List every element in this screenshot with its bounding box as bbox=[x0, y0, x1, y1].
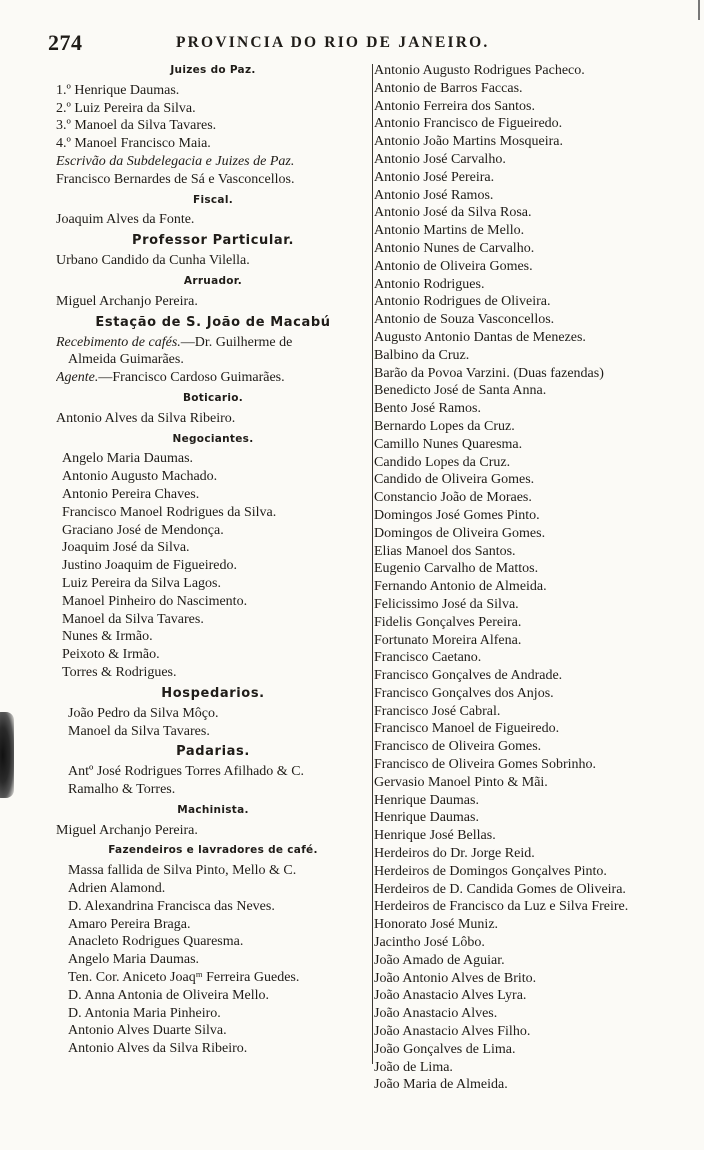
fazendeiro-entry: Honorato José Muniz. bbox=[374, 917, 499, 933]
fazendeiro-entry: Amaro Pereira Braga. bbox=[68, 916, 191, 932]
fazendeiro-entry: Antonio Alves da Silva Ribeiro. bbox=[68, 1041, 248, 1057]
negociantes-list bbox=[56, 450, 370, 681]
fazendeiro-entry: Constancio João de Moraes. bbox=[374, 490, 532, 506]
page-edge-mark bbox=[698, 0, 700, 20]
fazendeiro-entry: Bernardo Lopes da Cruz. bbox=[374, 418, 515, 434]
fazendeiro-entry: Herdeiros de Domingos Gonçalves Pinto. bbox=[374, 863, 607, 879]
fazendeiro-entry: Eugenio Carvalho de Mattos. bbox=[374, 561, 539, 577]
negociante-entry: Manoel da Silva Tavares. bbox=[62, 611, 204, 627]
fazendeiro-entry: Francisco Gonçalves dos Anjos. bbox=[374, 685, 554, 701]
fazendeiro-entry: Antonio José Ramos. bbox=[374, 187, 494, 203]
fazendeiro-entry: Felicissimo José da Silva. bbox=[374, 596, 519, 612]
negociante-entry: Antonio Augusto Machado. bbox=[62, 469, 218, 485]
boticario-heading: Boticario. bbox=[182, 391, 244, 404]
padarias-list bbox=[56, 763, 370, 799]
juizes-list bbox=[56, 82, 370, 153]
negociante-entry: Francisco Manoel Rodrigues da Silva. bbox=[62, 504, 277, 520]
juiz-entry: 4.º Manoel Francisco Maia. bbox=[56, 136, 211, 152]
scan-thumb-shadow bbox=[0, 712, 14, 798]
negociante-entry: Manoel Pinheiro do Nascimento. bbox=[62, 593, 248, 609]
escrivao-name: Francisco Bernardes de Sá e Vasconcellos. bbox=[56, 171, 295, 187]
fazendeiro-entry: João Gonçalves de Lima. bbox=[374, 1041, 516, 1057]
fazendeiro-entry: João Amado de Aguiar. bbox=[374, 952, 505, 968]
agente-line bbox=[56, 369, 370, 387]
fazendeiro-entry: Antonio Martins de Mello. bbox=[374, 223, 525, 239]
fazendeiro-entry: Henrique Daumas. bbox=[374, 792, 479, 808]
fazendeiro-entry: Balbino da Cruz. bbox=[374, 347, 470, 363]
fazendeiro-entry: Fernando Antonio de Almeida. bbox=[374, 579, 547, 595]
juiz-entry: 1.º Henrique Daumas. bbox=[56, 82, 180, 98]
fazendeiro-entry: Domingos José Gomes Pinto. bbox=[374, 507, 540, 523]
fazendeiro-entry: Francisco Manoel de Figueiredo. bbox=[374, 721, 560, 737]
padaria-entry: Antº José Rodrigues Torres Afilhado & C. bbox=[68, 764, 305, 780]
fazendeiro-entry: Antonio Augusto Rodrigues Pacheco. bbox=[374, 63, 585, 78]
juiz-entry: 2.º Luiz Pereira da Silva. bbox=[56, 100, 196, 116]
negociante-entry: Antonio Pereira Chaves. bbox=[62, 486, 200, 502]
fazendeiro-entry: Antonio Rodrigues de Oliveira. bbox=[374, 294, 551, 310]
fazendeiro-entry: Fortunato Moreira Alfena. bbox=[374, 632, 522, 648]
negociante-entry: Luiz Pereira da Silva Lagos. bbox=[62, 575, 222, 591]
agente-label: Agente. bbox=[56, 370, 99, 386]
fazendeiro-entry: Candido de Oliveira Gomes. bbox=[374, 472, 535, 488]
fazendeiro-entry: D. Alexandrina Francisca das Neves. bbox=[68, 898, 275, 914]
fazendeiro-entry: Bento José Ramos. bbox=[374, 401, 481, 417]
right-column bbox=[372, 62, 698, 1094]
fazendeiro-entry: Henrique José Bellas. bbox=[374, 828, 496, 844]
fazendeiro-entry: Ten. Cor. Aniceto Joaqᵐ Ferreira Guedes. bbox=[68, 970, 300, 986]
fazendeiro-entry: João Anastacio Alves Lyra. bbox=[374, 988, 527, 1004]
escrivao-title-text: Escrivão da Subdelegacia e Juizes de Paz. bbox=[56, 153, 295, 169]
professor-name: Urbano Candido da Cunha Vilella. bbox=[56, 253, 250, 269]
fazendeiro-entry: Antonio Ferreira dos Santos. bbox=[374, 98, 535, 114]
recebimento-label: Recebimento de cafés. bbox=[56, 334, 181, 350]
fazendeiro-entry: Gervasio Manoel Pinto & Mãi. bbox=[374, 774, 548, 790]
negociante-entry: Graciano José de Mendonça. bbox=[62, 522, 224, 538]
recebimento-line bbox=[56, 334, 370, 352]
fazendeiro-entry: João Antonio Alves de Brito. bbox=[374, 970, 537, 986]
fazendeiro-entry: D. Antonia Maria Pinheiro. bbox=[68, 1005, 221, 1021]
fazendeiros-list bbox=[56, 862, 370, 1058]
negociante-entry: Peixoto & Irmão. bbox=[62, 647, 160, 663]
fazendeiro-entry: Antonio Francisco de Figueiredo. bbox=[374, 116, 563, 132]
fazendeiro-entry: Anacleto Rodrigues Quaresma. bbox=[68, 934, 244, 950]
machinista-name: Miguel Archanjo Pereira. bbox=[56, 822, 198, 838]
negociante-entry: Angelo Maria Daumas. bbox=[62, 451, 194, 467]
arruador-heading: Arruador. bbox=[183, 274, 243, 287]
estacao-heading: Estação de S. João de Macabú bbox=[95, 314, 331, 330]
fazendeiro-entry: Domingos de Oliveira Gomes. bbox=[374, 525, 546, 541]
fazendeiro-entry: Fidelis Gonçalves Pereira. bbox=[374, 614, 522, 630]
fazendeiro-entry: Antonio Alves Duarte Silva. bbox=[68, 1023, 227, 1039]
negociante-entry: Torres & Rodrigues. bbox=[62, 664, 177, 680]
padaria-entry: Ramalho & Torres. bbox=[68, 782, 176, 798]
fazendeiro-entry: Francisco Caetano. bbox=[374, 650, 482, 666]
fazendeiro-entry: Barão da Povoa Varzini. (Duas fazendas) bbox=[374, 365, 604, 381]
hospedario-entry: Manoel da Silva Tavares. bbox=[68, 723, 210, 739]
fazendeiro-entry: João Maria de Almeida. bbox=[374, 1077, 508, 1093]
fazendeiro-entry: Francisco Gonçalves de Andrade. bbox=[374, 668, 563, 684]
fazendeiro-entry: Elias Manoel dos Santos. bbox=[374, 543, 516, 559]
negociante-entry: Joaquim José da Silva. bbox=[62, 540, 190, 556]
fiscal-name: Joaquim Alves da Fonte. bbox=[56, 212, 195, 228]
recebimento-cont: Almeida Guimarães. bbox=[68, 352, 184, 368]
fazendeiro-entry: Francisco de Oliveira Gomes. bbox=[374, 739, 542, 755]
page-number: 274 bbox=[48, 30, 83, 55]
fazendeiro-entry: Antonio José Pereira. bbox=[374, 169, 495, 185]
arruador-name: Miguel Archanjo Pereira. bbox=[56, 293, 198, 309]
fazendeiro-entry: Antonio de Barros Faccas. bbox=[374, 80, 523, 96]
fazendeiro-entry: Antonio João Martins Mosqueira. bbox=[374, 134, 563, 150]
fazendeiro-entry: Antonio de Oliveira Gomes. bbox=[374, 258, 533, 274]
escrivao-title bbox=[56, 153, 370, 171]
fazendeiro-entry: Camillo Nunes Quaresma. bbox=[374, 436, 523, 452]
juizes-heading: Juizes do Paz. bbox=[170, 64, 256, 76]
professor-heading: Professor Particular. bbox=[131, 233, 294, 249]
left-column bbox=[56, 62, 370, 1058]
fazendeiro-entry: Angelo Maria Daumas. bbox=[68, 952, 200, 968]
fazendeiro-entry: Antonio de Souza Vasconcellos. bbox=[374, 312, 555, 328]
fazendeiro-entry: Antonio José da Silva Rosa. bbox=[374, 205, 532, 221]
running-head: PROVINCIA DO RIO DE JANEIRO. bbox=[176, 34, 490, 51]
fazendeiro-entry: João Anastacio Alves. bbox=[374, 1006, 498, 1022]
fazendeiro-entry: Benedicto José de Santa Anna. bbox=[374, 383, 547, 399]
machinista-heading: Machinista. bbox=[177, 803, 249, 816]
fazendeiro-entry: D. Anna Antonia de Oliveira Mello. bbox=[68, 987, 270, 1003]
negociante-entry: Nunes & Irmão. bbox=[62, 629, 153, 645]
fazendeiro-entry: Candido Lopes da Cruz. bbox=[374, 454, 511, 470]
fazendeiro-entry: Francisco de Oliveira Gomes Sobrinho. bbox=[374, 757, 597, 773]
fazendeiros-heading: Fazendeiros e lavradores de café. bbox=[108, 844, 318, 857]
juiz-entry: 3.º Manoel da Silva Tavares. bbox=[56, 118, 217, 134]
fazendeiro-entry: Augusto Antonio Dantas de Menezes. bbox=[374, 329, 586, 345]
negociantes-heading: Negociantes. bbox=[172, 432, 254, 445]
fiscal-heading: Fiscal. bbox=[192, 193, 234, 206]
fazendeiro-entry: Massa fallida de Silva Pinto, Mello & C. bbox=[68, 863, 297, 879]
boticario-name: Antonio Alves da Silva Ribeiro. bbox=[56, 410, 236, 426]
hospedarios-list bbox=[56, 705, 370, 741]
fazendeiro-entry: Herdeiros de Francisco da Luz e Silva Freire. bbox=[374, 899, 629, 915]
fazendeiro-entry: Herdeiros de D. Candida Gomes de Oliveira. bbox=[374, 881, 626, 897]
fazendeiro-entry: Henrique Daumas. bbox=[374, 810, 479, 826]
padarias-heading: Padarias. bbox=[176, 744, 250, 760]
fazendeiro-entry: Herdeiros do Dr. Jorge Reid. bbox=[374, 846, 535, 862]
agente-text: —Francisco Cardoso Guimarães. bbox=[98, 370, 285, 386]
hospedario-entry: João Pedro da Silva Môço. bbox=[68, 705, 219, 721]
fazendeiro-entry: Jacintho José Lôbo. bbox=[374, 935, 485, 951]
fazendeiro-entry: Antonio Nunes de Carvalho. bbox=[374, 240, 535, 256]
fazendeiro-entry: Antonio José Carvalho. bbox=[374, 151, 506, 167]
fazendeiro-entry: Adrien Alamond. bbox=[68, 881, 166, 897]
recebimento-text: —Dr. Guilherme de bbox=[180, 334, 293, 350]
hospedarios-heading: Hospedarios. bbox=[161, 685, 265, 701]
fazendeiro-entry: João de Lima. bbox=[374, 1059, 453, 1075]
fazendeiro-entry: Francisco José Cabral. bbox=[374, 703, 501, 719]
negociante-entry: Justino Joaquim de Figueiredo. bbox=[62, 558, 237, 574]
right-names-list bbox=[372, 62, 698, 1094]
fazendeiro-entry: Antonio Rodrigues. bbox=[374, 276, 485, 292]
fazendeiro-entry: João Anastacio Alves Filho. bbox=[374, 1024, 531, 1040]
